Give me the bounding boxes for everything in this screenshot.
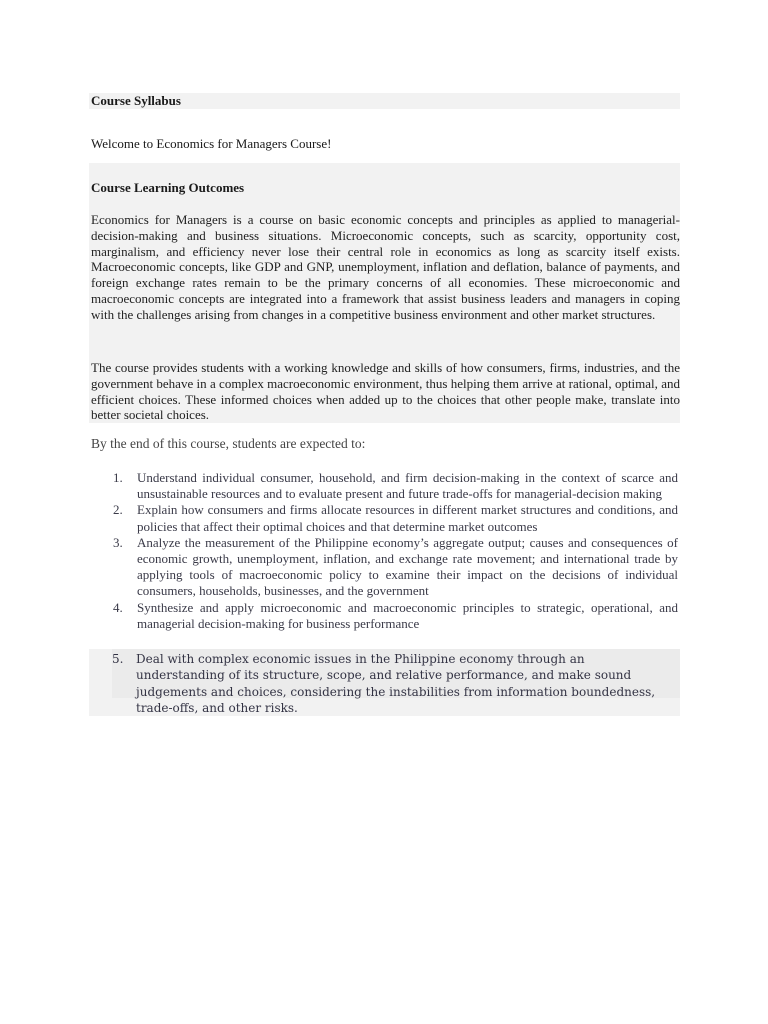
outcomes-intro: By the end of this course, students are expected to:	[91, 436, 366, 451]
list-item	[89, 470, 680, 502]
list-item	[89, 502, 680, 534]
list-item-text: Explain how consumers and firms allocate resources in different market structures and conditions, and policies that affect their optimal choices and that determine market outcomes	[137, 502, 678, 534]
list-item-text: Deal with complex economic issues in the Philippine economy through an understanding of its structure, scope, and relative performance, and make sound judgements and choices, considering the instabilities from information boundedness, trade-offs, and other risks.	[136, 652, 656, 715]
list-item-number: 2.	[113, 502, 123, 518]
paragraph-2: The course provides students with a working knowledge and skills of how consumers, firms, industries, and the government behave in a complex macroeconomic environment, thus helping them arrive at rational, optimal, and efficient choices. These informed choices when added up to the choices that other people make, translate into better societal choices.	[91, 360, 680, 423]
paragraph-1: Economics for Managers is a course on basic economic concepts and principles as applied to managerial-decision-making and business situations. Microeconomic concepts, such as scarcity, opportunity cost, marginalism, and efficiency never lose their central role in economics as long as scarcity itself exists. Macroeconomic concepts, like GDP and GNP, unemployment, inflation and deflation, balance of payments, and foreign exchange rates remain to be the primary concerns of all economies. These microeconomic and macroeconomic concepts are integrated into a framework that assist business leaders and managers in coping with the challenges arising from changes in a competitive business environment and other market structures.	[91, 212, 680, 322]
page-title: Course Syllabus	[89, 93, 680, 109]
list-item-number: 3.	[113, 534, 123, 550]
list-item-text: Analyze the measurement of the Philippine economy’s aggregate output; causes and consequences of economic growth, unemployment, inflation, and exchange rate movement; and international trade by applying tools of macroeconomic policy to examine their impact on the decisions of individual consumers, households, businesses, and the government	[137, 534, 678, 599]
outcomes-list	[89, 470, 680, 632]
list-item	[112, 651, 672, 716]
list-item-number: 1.	[113, 470, 123, 485]
list-item-text: Understand individual consumer, household, and firm decision-making in the context of scarce and unsustainable resources and to evaluate present and future trade-offs for managerial-decision making	[137, 470, 678, 502]
list-item-number: 5.	[112, 652, 124, 666]
list-item-text: Synthesize and apply microeconomic and macroeconomic principles to strategic, operational, and managerial decision-making for business performance	[137, 599, 678, 631]
list-item	[89, 600, 680, 632]
outcomes-heading: Course Learning Outcomes	[91, 180, 245, 195]
list-item	[89, 535, 680, 600]
list-item-number: 4.	[113, 599, 123, 615]
welcome-text: Welcome to Economics for Managers Course!	[91, 136, 332, 151]
